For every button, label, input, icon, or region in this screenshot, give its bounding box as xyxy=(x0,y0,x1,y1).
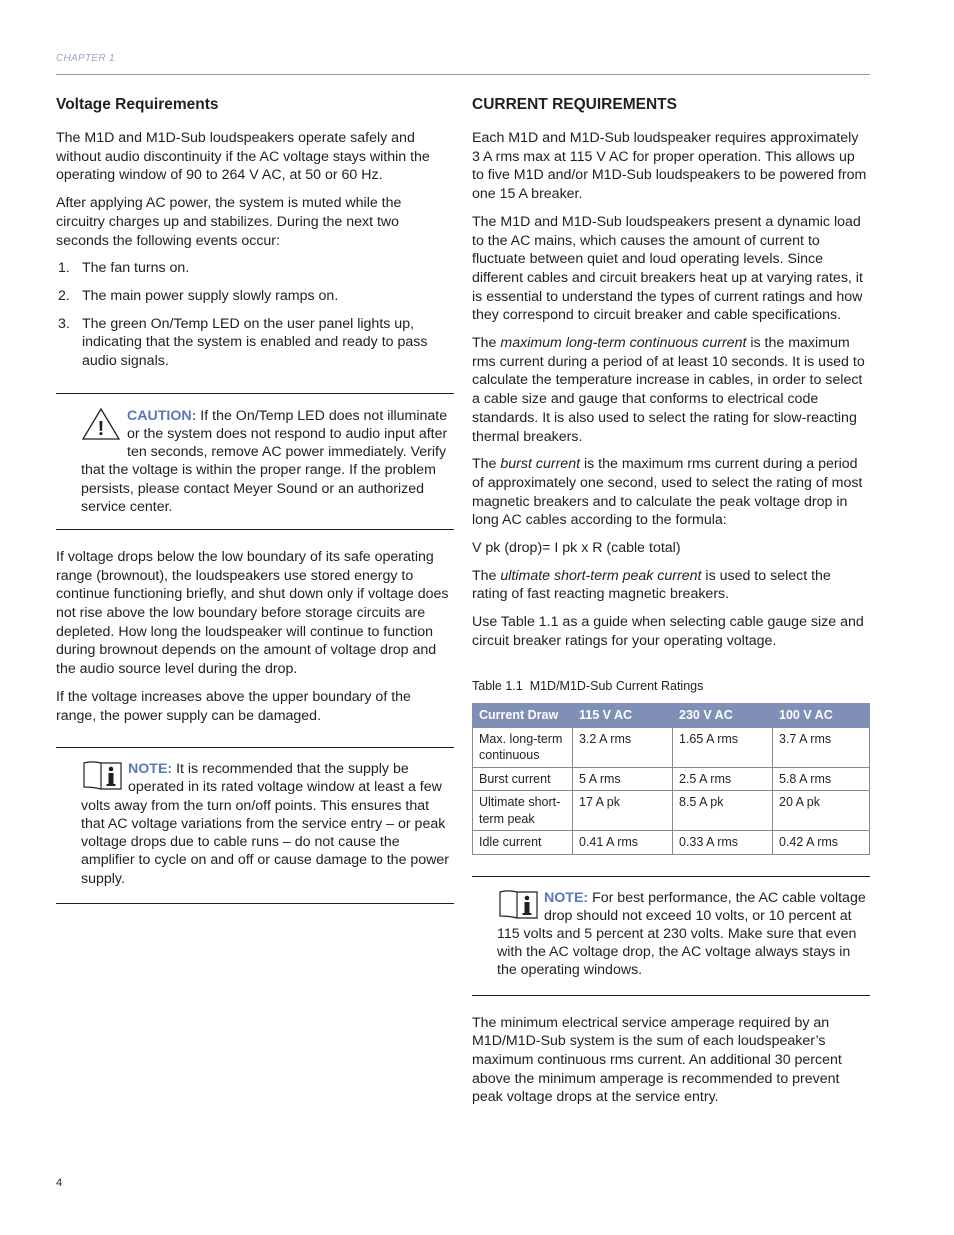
table-cell: 0.42 A rms xyxy=(773,831,870,855)
table-header-cell: 230 V AC xyxy=(673,703,773,727)
caution-text: If the On/Temp LED does not illuminate or the system does not respond to audio input after ten seconds, remove AC power immediately. Verify that the voltage is within the proper range. If the problem persists, please contact Meyer Sound or an authorized service center. xyxy=(81,407,448,515)
overvoltage-paragraph: If the voltage increases above the upper boundary of the range, the power supply can be damaged. xyxy=(56,688,411,724)
voltage-heading: Voltage Requirements xyxy=(56,96,219,113)
table-cell: 3.7 A rms xyxy=(773,727,870,767)
table-cell: Max. long-term continuous xyxy=(473,727,573,767)
chapter-label: CHAPTER 1 xyxy=(56,53,115,64)
formula: V pk (drop)= I pk x R (cable total) xyxy=(472,540,681,557)
service-amperage-paragraph: The minimum electrical service amperage required by an M1D/M1D-Sub system is the sum of each loudspeaker’s maximum continuous rms current. An additional 30 percent above the minimum amperage is recommended to prevent peak voltage drops at the service entry. xyxy=(472,1014,842,1106)
table-row xyxy=(473,791,870,831)
page-number: 4 xyxy=(56,1177,63,1189)
list-number: 2. xyxy=(58,287,70,304)
table-row xyxy=(473,767,870,791)
table-caption xyxy=(472,679,870,693)
table-header-cell: Current Draw xyxy=(473,703,573,727)
brownout-paragraph: If voltage drops below the low boundary of its safe operating range (brownout), the loudspeakers use stored energy to continue functioning briefly, and shut down only if voltage does not rise above the low boundary before storage circuits are depleted. How long the loudspeaker will continue to function during brownout depends on the amount of voltage drop and the audio source level during the drop. xyxy=(56,548,449,678)
current-heading: CURRENT REQUIREMENTS xyxy=(472,96,677,113)
table-cell: 0.33 A rms xyxy=(673,831,773,855)
table-cell: Idle current xyxy=(473,831,573,855)
table-cell: Ultimate short-term peak xyxy=(473,791,573,831)
note-label: NOTE: xyxy=(128,761,173,778)
list-text: The main power supply slowly ramps on. xyxy=(82,287,339,304)
table-cell: 8.5 A pk xyxy=(673,791,773,831)
table-header-row xyxy=(473,703,870,727)
list-number: 3. xyxy=(58,315,70,332)
table-header-cell: 115 V AC xyxy=(573,703,673,727)
table-caption-title: M1D/M1D-Sub Current Ratings xyxy=(529,678,704,693)
term-peak: ultimate short-term peak current xyxy=(500,567,702,584)
table-cell: 1.65 A rms xyxy=(673,727,773,767)
current-ratings-table xyxy=(472,703,870,855)
table-cell: 0.41 A rms xyxy=(573,831,673,855)
current-paragraph-2: The M1D and M1D-Sub loudspeakers present a dynamic load to the AC mains, which causes the amount of current to fluctuate between quiet and loud operating levels. Since different cables and circuit breakers heat up at varying rates, it is essential to understand the types of current ratings and how they correspond to circuit breaker and cable specifications. xyxy=(472,213,863,324)
warning-icon xyxy=(81,407,121,446)
caution-label: CAUTION: xyxy=(127,407,197,424)
table-caption-number: Table 1.1 xyxy=(472,678,523,693)
current-note-callout xyxy=(472,876,870,996)
table-cell: 5 A rms xyxy=(573,767,673,791)
info-icon xyxy=(81,760,122,795)
table-cell: Burst current xyxy=(473,767,573,791)
right-column xyxy=(472,95,870,1116)
peak-current-paragraph: The ultimate short-term peak current is used to select the rating of fast reacting magnetic breakers. xyxy=(472,567,831,603)
info-icon xyxy=(497,889,538,924)
burst-current-paragraph: The burst current is the maximum rms current during a period of approximately one second, used to select the rating of most magnetic breakers and to calculate the peak voltage drop in long AC cables according to the formula: xyxy=(472,456,863,529)
current-paragraph-1: Each M1D and M1D-Sub loudspeaker requires approximately 3 A rms max at 115 V AC for proper operation. This allows up to five M1D and/or M1D-Sub loudspeakers to be powered from one 15 A breaker. xyxy=(472,130,867,203)
svg-text:!: ! xyxy=(97,417,105,440)
table-header-cell: 100 V AC xyxy=(773,703,870,727)
table-guide-paragraph: Use Table 1.1 as a guide when selecting cable gauge size and circuit breaker ratings for your operating voltage. xyxy=(472,614,864,649)
voltage-paragraph-2: After applying AC power, the system is muted while the circuitry charges up and stabilizes. During the next two seconds the following events occur: xyxy=(56,195,402,249)
note-text: For best performance, the AC cable voltage drop should not exceed 10 volts, or 10 percent at 115 volts and 5 percent at 230 volts. Make sure that even with the AC voltage drop, the AC voltage always stays in the operating windows. xyxy=(497,889,866,979)
list-item xyxy=(56,315,454,371)
caution-callout xyxy=(56,393,454,530)
table-cell: 5.8 A rms xyxy=(773,767,870,791)
table-cell: 17 A pk xyxy=(573,791,673,831)
left-column xyxy=(56,95,454,904)
term-continuous: maximum long-term continuous current xyxy=(500,335,747,352)
table-row xyxy=(473,727,870,767)
table-cell: 3.2 A rms xyxy=(573,727,673,767)
term-burst: burst current xyxy=(500,456,581,473)
header-rule xyxy=(56,74,870,75)
table-row xyxy=(473,831,870,855)
table-cell: 20 A pk xyxy=(773,791,870,831)
list-number: 1. xyxy=(58,260,70,277)
voltage-paragraph-1: The M1D and M1D-Sub loudspeakers operate safely and without audio discontinuity if the AC voltage stays within the operating window of 90 to 264 V AC, at 50 or 60 Hz. xyxy=(56,130,430,184)
list-item xyxy=(56,259,454,278)
voltage-note-callout xyxy=(56,747,454,903)
table-cell: 2.5 A rms xyxy=(673,767,773,791)
note-text: It is recommended that the supply be operated in its rated voltage window at least a few volts away from the turn on/off points. This ensures that that AC voltage variations from the service entry – or peak voltage drops due to cable runs – do not cause the amplifier to cycle on and off or cause damage to the power supply. xyxy=(81,761,450,887)
continuous-current-paragraph: The maximum long-term continuous current is the maximum rms current during a period of at least 10 seconds. It is used to calculate the temperature increase in cables, in order to select a cable size and gauge that conforms to electrical code standards. It is also used to select the rating for slow-reacting thermal breakers. xyxy=(472,335,865,445)
list-item xyxy=(56,287,454,306)
startup-events-list xyxy=(56,259,454,371)
list-text: The green On/Temp LED on the user panel lights up, indicating that the system is enabled and ready to pass audio signals. xyxy=(82,315,428,370)
list-text: The fan turns on. xyxy=(82,260,190,277)
note-label: NOTE: xyxy=(544,889,589,906)
